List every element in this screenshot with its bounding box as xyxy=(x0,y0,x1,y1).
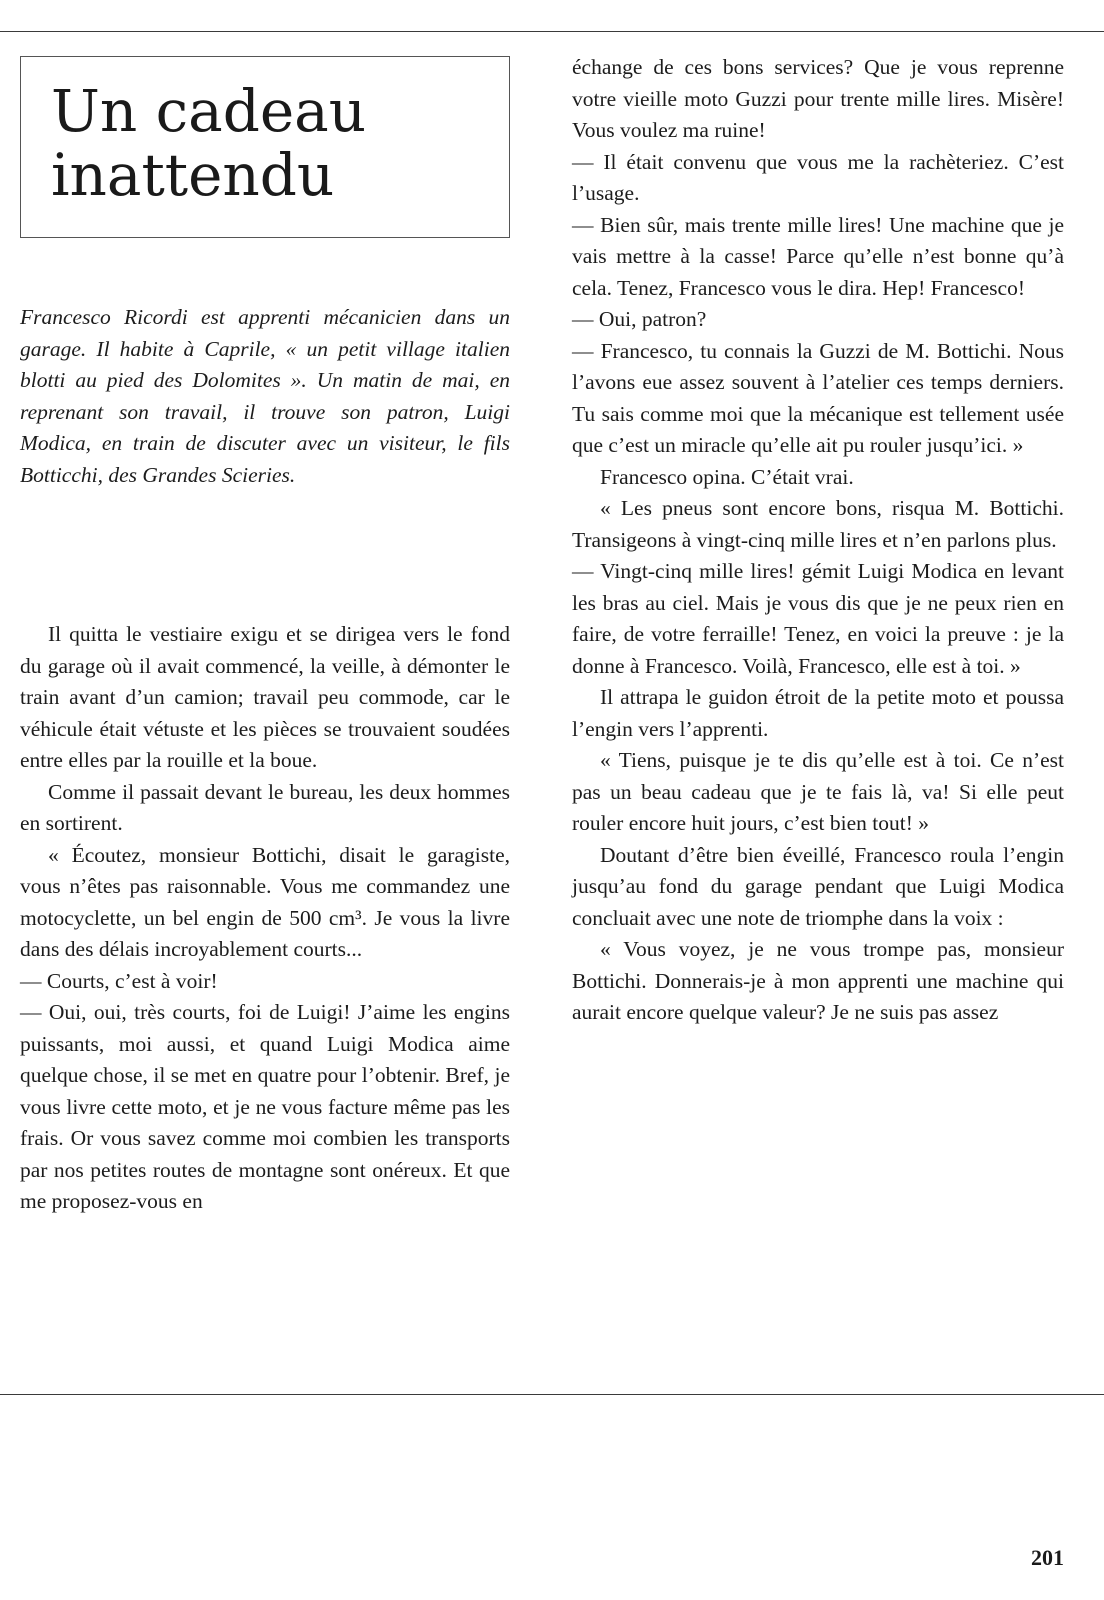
paragraph: — Courts, c’est à voir! xyxy=(20,968,218,993)
right-column xyxy=(572,52,1064,1029)
paragraph: Doutant d’être bien éveillé, Francesco roula l’engin jusqu’au fond du garage pendant que Luigi Modica concluait avec une note de triomphe dans la voix : xyxy=(572,842,1064,930)
paragraph: « Les pneus sont encore bons, risqua M. Bottichi. Transigeons à vingt-cinq mille lires et n’en parlons plus. xyxy=(572,496,1064,552)
bottom-rule xyxy=(0,1394,1104,1395)
left-column xyxy=(20,619,510,1218)
paragraph: Il quitta le vestiaire exigu et se dirigea vers le fond du garage où il avait commencé, la veille, à démonter le train avant d’un camion; travail peu commode, car le véhicule était vétuste et les pièces se trouvaient soudées entre elles par la rouille et la boue. xyxy=(20,622,510,772)
paragraph: « Vous voyez, je ne vous trompe pas, monsieur Bottichi. Donnerais-je à mon apprenti une machine qui aurait encore quelque valeur? Je ne suis pas assez xyxy=(572,937,1064,1024)
paragraph: — Oui, oui, très courts, foi de Luigi! J’aime les engins puissants, moi aussi, et quand Luigi Modica aime quelque chose, il se met en quatre pour l’obtenir. Bref, je vous livre cette moto, et je ne vous facture même pas les frais. Or vous savez comme moi combien les transports par nos petites routes de montagne sont onéreux. Et que me proposez-vous en xyxy=(20,1000,510,1213)
paragraph: « Tiens, puisque je te dis qu’elle est à toi. Ce n’est pas un beau cadeau que je te fais là, va! Si elle peut rouler encore huit jours, c’est bien tout! » xyxy=(572,748,1064,835)
top-rule xyxy=(0,31,1104,32)
paragraph: Francesco opina. C’était vrai. xyxy=(600,464,854,489)
paragraph: — Il était convenu que vous me la rachèteriez. C’est l’usage. xyxy=(572,149,1064,205)
paragraph: — Bien sûr, mais trente mille lires! Une machine que je vais mettre à la casse! Parce qu’elle n’est bonne qu’à cela. Tenez, Francesco vous le dira. Hep! Francesco! xyxy=(572,212,1064,300)
intro-text: Francesco Ricordi est apprenti mécanicien dans un garage. Il habite à Caprile, « un petit village italien blotti au pied des Dolomites ». Un matin de mai, en reprenant son travail, il trouve son patron, Luigi Modica, en train de discuter avec un visiteur, le fils Botticchi, des Grandes Scieries. xyxy=(20,305,510,487)
paragraph: — Vingt-cinq mille lires! gémit Luigi Modica en levant les bras au ciel. Mais je vous dis que je ne peux rien en faire, de votre ferraille! Tenez, en voici la preuve : je la donne à Francesco. Voilà, Francesco, elle est à toi. » xyxy=(572,559,1064,678)
page-number: 201 xyxy=(1031,1545,1064,1570)
intro-paragraph xyxy=(20,302,510,491)
paragraph: — Oui, patron? xyxy=(572,307,707,331)
paragraph: Comme il passait devant le bureau, les deux hommes en sortirent. xyxy=(20,779,510,835)
title-box xyxy=(20,56,510,238)
paragraph: — Francesco, tu connais la Guzzi de M. Bottichi. Nous l’avons eue assez souvent à l’atelier ces temps derniers. Tu sais comme moi que la mécanique est tellement usée que c’est un miracle qu’elle ait pu rouler jusqu’ici. » xyxy=(572,338,1064,457)
article-title: Un cadeau inattendu xyxy=(51,77,367,209)
paragraph: « Écoutez, monsieur Bottichi, disait le garagiste, vous n’êtes pas raisonnable. Vous me commandez une motocyclette, un bel engin de 500 cm³. Je vous la livre dans des délais incroyablement courts... xyxy=(20,842,510,961)
paragraph: Il attrapa le guidon étroit de la petite moto et poussa l’engin vers l’apprenti. xyxy=(572,685,1064,741)
paragraph: échange de ces bons services? Que je vous reprenne votre vieille moto Guzzi pour trente mille lires. Misère! Vous voulez ma ruine! xyxy=(572,55,1064,142)
